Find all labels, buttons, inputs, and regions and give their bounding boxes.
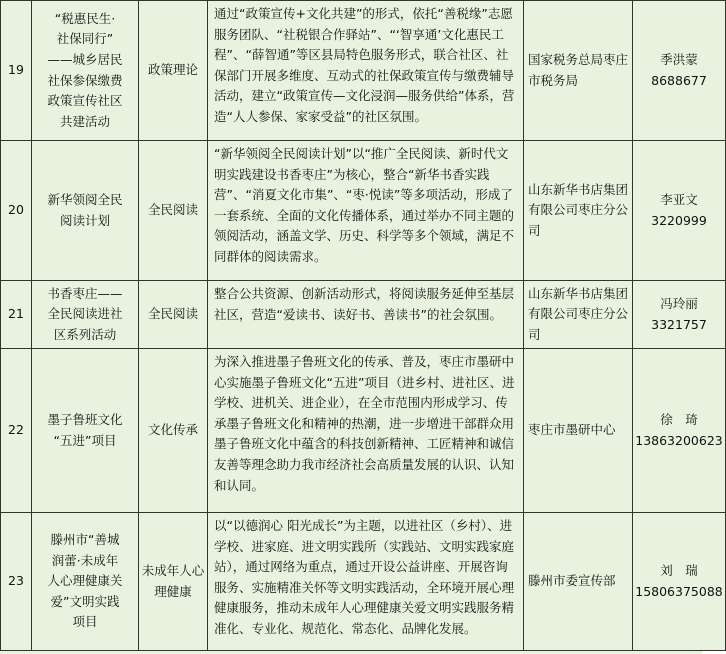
project-name-line: 区系列活动 [53,326,117,342]
project-name-line: 人心理健康关 [47,573,123,589]
contact-phone: 15806375088 [635,583,723,599]
project-category: 未成年人心理健康 [139,513,208,651]
contact-info [633,513,726,651]
project-name-line: 润蕾·未成年 [51,552,119,568]
row-number: 20 [1,141,32,281]
contact-phone: 8688677 [651,72,707,88]
project-name-line: 滕州市“善城 [50,532,120,548]
row-number: 22 [1,349,32,513]
table-row [1,1,726,141]
organizing-unit: 滕州市委宣传部 [524,513,633,651]
contact-name: 冯玲丽 [660,295,698,311]
project-name-line: 墨子鲁班文化 [47,411,123,427]
project-name [32,281,139,349]
organizing-unit: 枣庄市墨研中心 [524,349,633,513]
table-body [1,1,726,651]
contact-phone: 13863200623 [635,432,723,448]
project-description: 为深入推进墨子鲁班文化的传承、普及，枣庄市墨研中心实施墨子鲁班文化“五进”项目（进乡村、进社区、进学校、进机关、进企业），在全市范围内形成学习、传承墨子鲁班文化和精神的热潮，进一步增进干部群众用墨子鲁班文化中蕴含的科技创新精神、工匠精神和诚信友善等理念助力我市经济社会高质量发展的认识、认知和认同。 [208,349,524,513]
project-name [32,1,139,141]
table-row [1,281,726,349]
project-name-line: 社保同行” [56,31,114,47]
project-category: 政策理论 [139,1,208,141]
row-number: 19 [1,1,32,141]
row-number: 21 [1,281,32,349]
table-row [1,141,726,281]
row-number: 23 [1,513,32,651]
contact-name: 季洪蒙 [660,51,698,67]
contact-info [633,281,726,349]
organizing-unit: 国家税务总局枣庄市税务局 [524,1,633,141]
project-name-line: “税惠民生· [54,10,116,26]
project-name [32,513,139,651]
table-row [1,349,726,513]
project-name-line: 阅读计划 [59,212,110,228]
project-name [32,141,139,281]
project-name [32,349,139,513]
project-name-line: 共建活动 [59,113,110,129]
contact-phone: 3321757 [651,316,707,332]
project-name-line: 新华领阅全民 [47,191,123,207]
project-name-line: “五进”项目 [53,432,117,448]
contact-info [633,141,726,281]
contact-info [633,1,726,141]
project-name-line: 社保参保缴费 [47,72,123,88]
contact-info [633,349,726,513]
project-description: 以“以德润心 阳光成长”为主题，以进社区（乡村）、进学校、进家庭、进文明实践所（实践站、文明实践家庭站），通过网络为重点，通过开设公益讲座、开展咨询服务、实施精准关怀等文明实践活动，全环境开展心理健康服务，推动未成年人心理健康关爱文明实践服务精准化、专业化、规范化、常态化、品牌化发展。 [208,513,524,651]
contact-phone: 3220999 [651,212,707,228]
project-description: 整合公共资源、创新活动形式，将阅读服务延伸至基层社区，营造“爱读书、读好书、善读书”的社会氛围。 [208,281,524,349]
project-description: 通过“政策宣传+文化共建”的形式，依托“善税缘”志愿服务团队、“社税银合作驿站”、“‘智享通’文化惠民工程”、“薛智通”等区县局特色服务形式，联合社区、社保部门开展多维度、互动式的社保政策宣传与缴费辅导活动，建立“政策宣传—文化浸润—服务供给”体系，营造“人人参保、家家受益”的社区氛围。 [208,1,524,141]
project-category: 文化传承 [139,349,208,513]
organizing-unit: 山东新华书店集团有限公司枣庄分公司 [524,281,633,349]
table-row [1,513,726,651]
organizing-unit: 山东新华书店集团有限公司枣庄分公司 [524,141,633,281]
project-name-line: 政策宣传社区 [47,93,123,109]
project-category: 全民阅读 [139,141,208,281]
project-name-line: 书香枣庄—— [47,285,123,301]
project-name-line: 全民阅读进社 [47,306,123,322]
project-name-line: ——城乡居民 [47,51,123,67]
contact-name: 刘 瑞 [660,562,698,578]
contact-name: 徐 琦 [660,411,698,427]
project-category: 全民阅读 [139,281,208,349]
project-name-line: 项目 [72,614,98,630]
contact-name: 李亚文 [660,191,698,207]
project-name-line: 爱”文明实践 [50,593,120,609]
project-description: “新华领阅全民阅读计划”以“推广全民阅读、新时代文明实践建设书香枣庄”为核心，整合“新华书香实践营”、“消夏文化市集”、“枣·悦读”等多项活动，形成了一套系统、全面的文化传播体系，通过举办不同主题的领阅活动，涵盖文学、历史、科学等多个领域，满足不同群体的阅读需求。 [208,141,524,281]
